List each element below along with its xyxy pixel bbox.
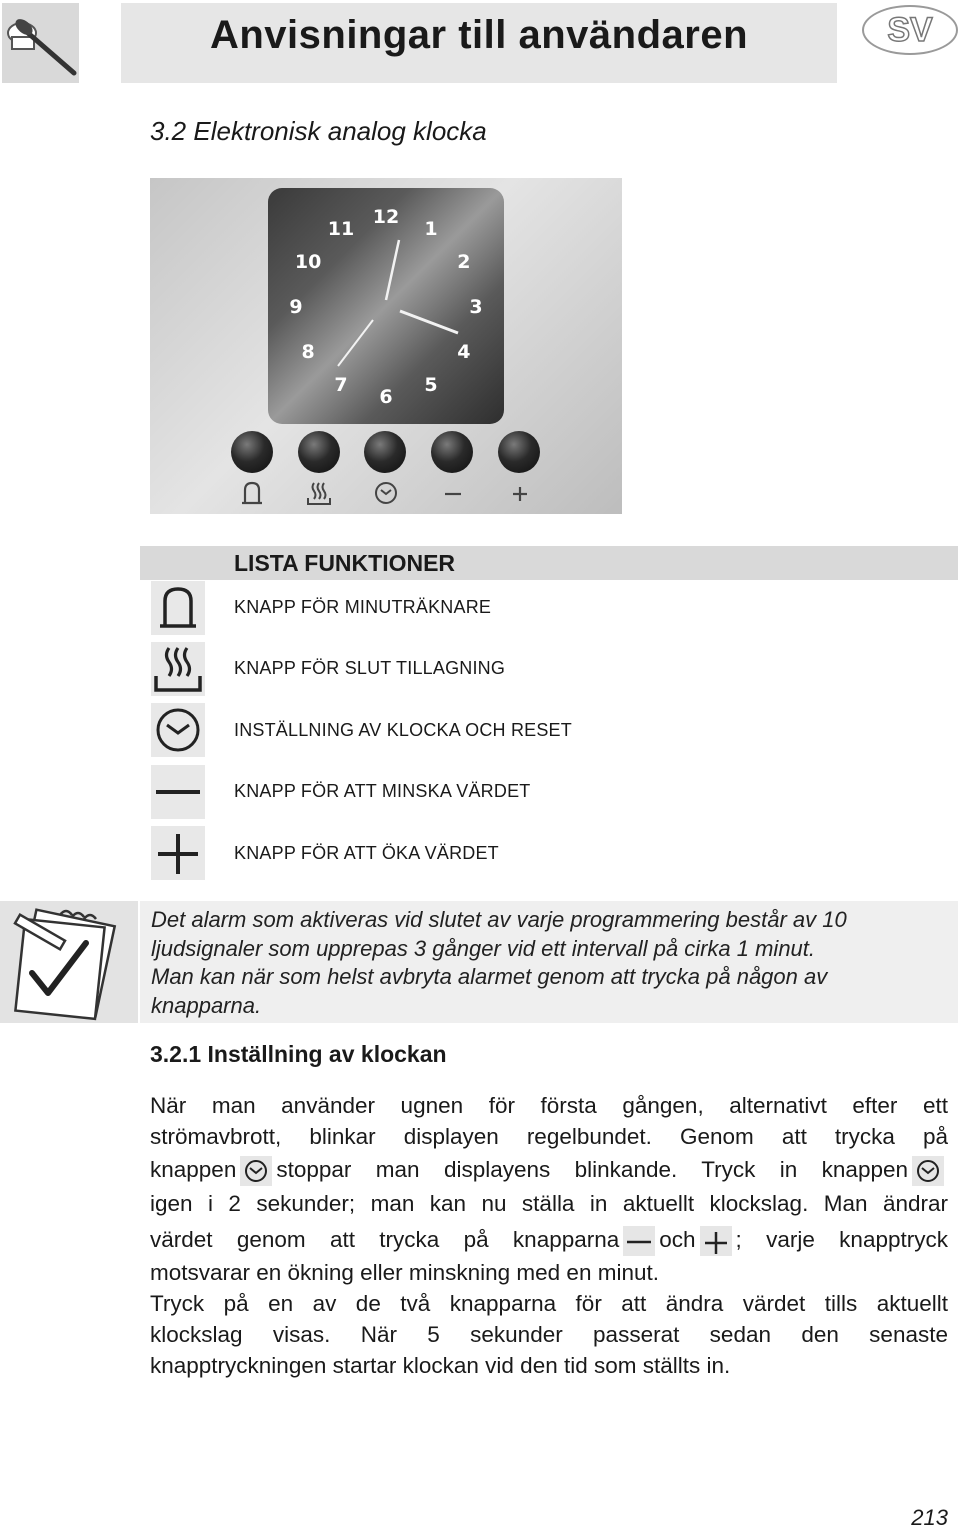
- page-title: Anvisningar till användaren: [209, 13, 749, 57]
- paragraph-line: klockslag visas. När 5 sekunder passerat sedan den senaste: [150, 1322, 948, 1347]
- hour-number: 12: [372, 206, 400, 228]
- language-badge: [862, 5, 958, 55]
- knob-plus[interactable]: [498, 431, 540, 473]
- paragraph-line: [150, 1226, 948, 1256]
- section-heading: 3.2 Elektronisk analog klocka: [150, 116, 487, 146]
- minute-hand: [386, 240, 399, 300]
- hour-hand: [400, 311, 458, 333]
- subsection-heading: 3.2.1 Inställning av klockan: [150, 1041, 447, 1067]
- clock-dial: [268, 188, 504, 424]
- cooking-end-icon: [151, 642, 205, 696]
- note-line: ljudsignaler som upprepas 3 gånger vid ett intervall på cirka 1 minut.: [151, 935, 816, 961]
- function-label-cooking-end: KNAPP FÖR SLUT TILLAGNING: [234, 658, 506, 678]
- plus-icon: [151, 826, 205, 880]
- note-line: Man kan när som helst avbryta alarmet genom att trycka på någon av: [151, 964, 828, 989]
- hour-labels: [289, 206, 482, 408]
- hour-number: 7: [334, 373, 348, 396]
- minus-icon: [151, 765, 205, 819]
- hour-number: 6: [379, 386, 393, 408]
- hour-number: 3: [469, 296, 483, 318]
- bell-icon: [151, 581, 205, 635]
- function-label-timer: KNAPP FÖR MINUTRÄKNARE: [234, 597, 492, 617]
- note-icon-box: [0, 901, 138, 1023]
- page-number: 213: [911, 1505, 948, 1530]
- hour-number: 5: [424, 373, 438, 396]
- text-fragment: ; varje knapptryck: [735, 1226, 948, 1252]
- clock-icon: [912, 1156, 944, 1186]
- clock-control-panel: [150, 178, 622, 514]
- second-hand: [338, 320, 373, 366]
- paragraph-line: När man använder ugnen för första gången, alternativt efter ett: [150, 1093, 948, 1118]
- paragraph-line: knapptryckningen startar klockan vid den tid som ställts in.: [150, 1353, 731, 1378]
- language-badge-label: SV: [887, 11, 933, 49]
- clock-icon: [240, 1156, 272, 1186]
- text-fragment: värdet genom att trycka på knapparna: [150, 1226, 620, 1252]
- analog-clock-face: [268, 188, 504, 424]
- function-list-header: [140, 546, 958, 580]
- plus-icon: [700, 1226, 732, 1256]
- bell-icon: [237, 478, 267, 508]
- paragraph-line: [150, 1156, 948, 1186]
- text-fragment: knappen: [150, 1156, 237, 1182]
- title-bar: [121, 3, 837, 83]
- note-line: knapparna.: [151, 992, 262, 1018]
- minus-icon: [623, 1226, 655, 1256]
- paragraph-line: motsvarar en ökning eller minskning med en minut.: [150, 1260, 659, 1285]
- minus-icon: [438, 478, 468, 508]
- chef-spoon-logo-icon: [2, 3, 79, 83]
- knob-cooking-end[interactable]: [298, 431, 340, 473]
- clock-icon: [371, 478, 401, 508]
- hour-number: 4: [457, 341, 471, 363]
- hour-number: 8: [301, 341, 315, 363]
- paragraph-line: igen i 2 sekunder; man kan nu ställa in aktuellt klockslag. Man ändrar: [150, 1191, 948, 1216]
- hour-number: 10: [294, 251, 322, 273]
- knob-timer[interactable]: [231, 431, 273, 473]
- hour-number: 2: [457, 251, 471, 273]
- cooking-end-icon: [304, 478, 334, 508]
- hour-number: 11: [327, 218, 355, 241]
- function-label-clock: INSTÄLLNING AV KLOCKA OCH RESET: [234, 720, 572, 740]
- function-list-title: LISTA FUNKTIONER: [234, 550, 456, 576]
- note-line: Det alarm som aktiveras vid slutet av varje programmering består av 10: [151, 907, 847, 932]
- paragraph-line: strömavbrott, blinkar displayen regelbundet. Genom att trycka på: [150, 1124, 948, 1149]
- hour-number: 1: [424, 218, 438, 241]
- paragraph-line: Tryck på en av de två knapparna för att ändra värdet tills aktuellt: [150, 1291, 948, 1316]
- note-text: [151, 906, 951, 1020]
- function-label-minus: KNAPP FÖR ATT MINSKA VÄRDET: [234, 781, 531, 801]
- text-fragment: och: [659, 1226, 696, 1252]
- function-label-plus: KNAPP FÖR ATT ÖKA VÄRDET: [234, 843, 499, 863]
- knob-minus[interactable]: [431, 431, 473, 473]
- plus-icon: [505, 478, 535, 508]
- logo: [2, 3, 79, 83]
- knob-clock[interactable]: [364, 431, 406, 473]
- clock-icon: [151, 703, 205, 757]
- notepad-check-icon: [0, 901, 138, 1023]
- hour-number: 9: [289, 296, 303, 318]
- text-fragment: stoppar man displayens blinkande. Tryck in knappen: [276, 1156, 908, 1182]
